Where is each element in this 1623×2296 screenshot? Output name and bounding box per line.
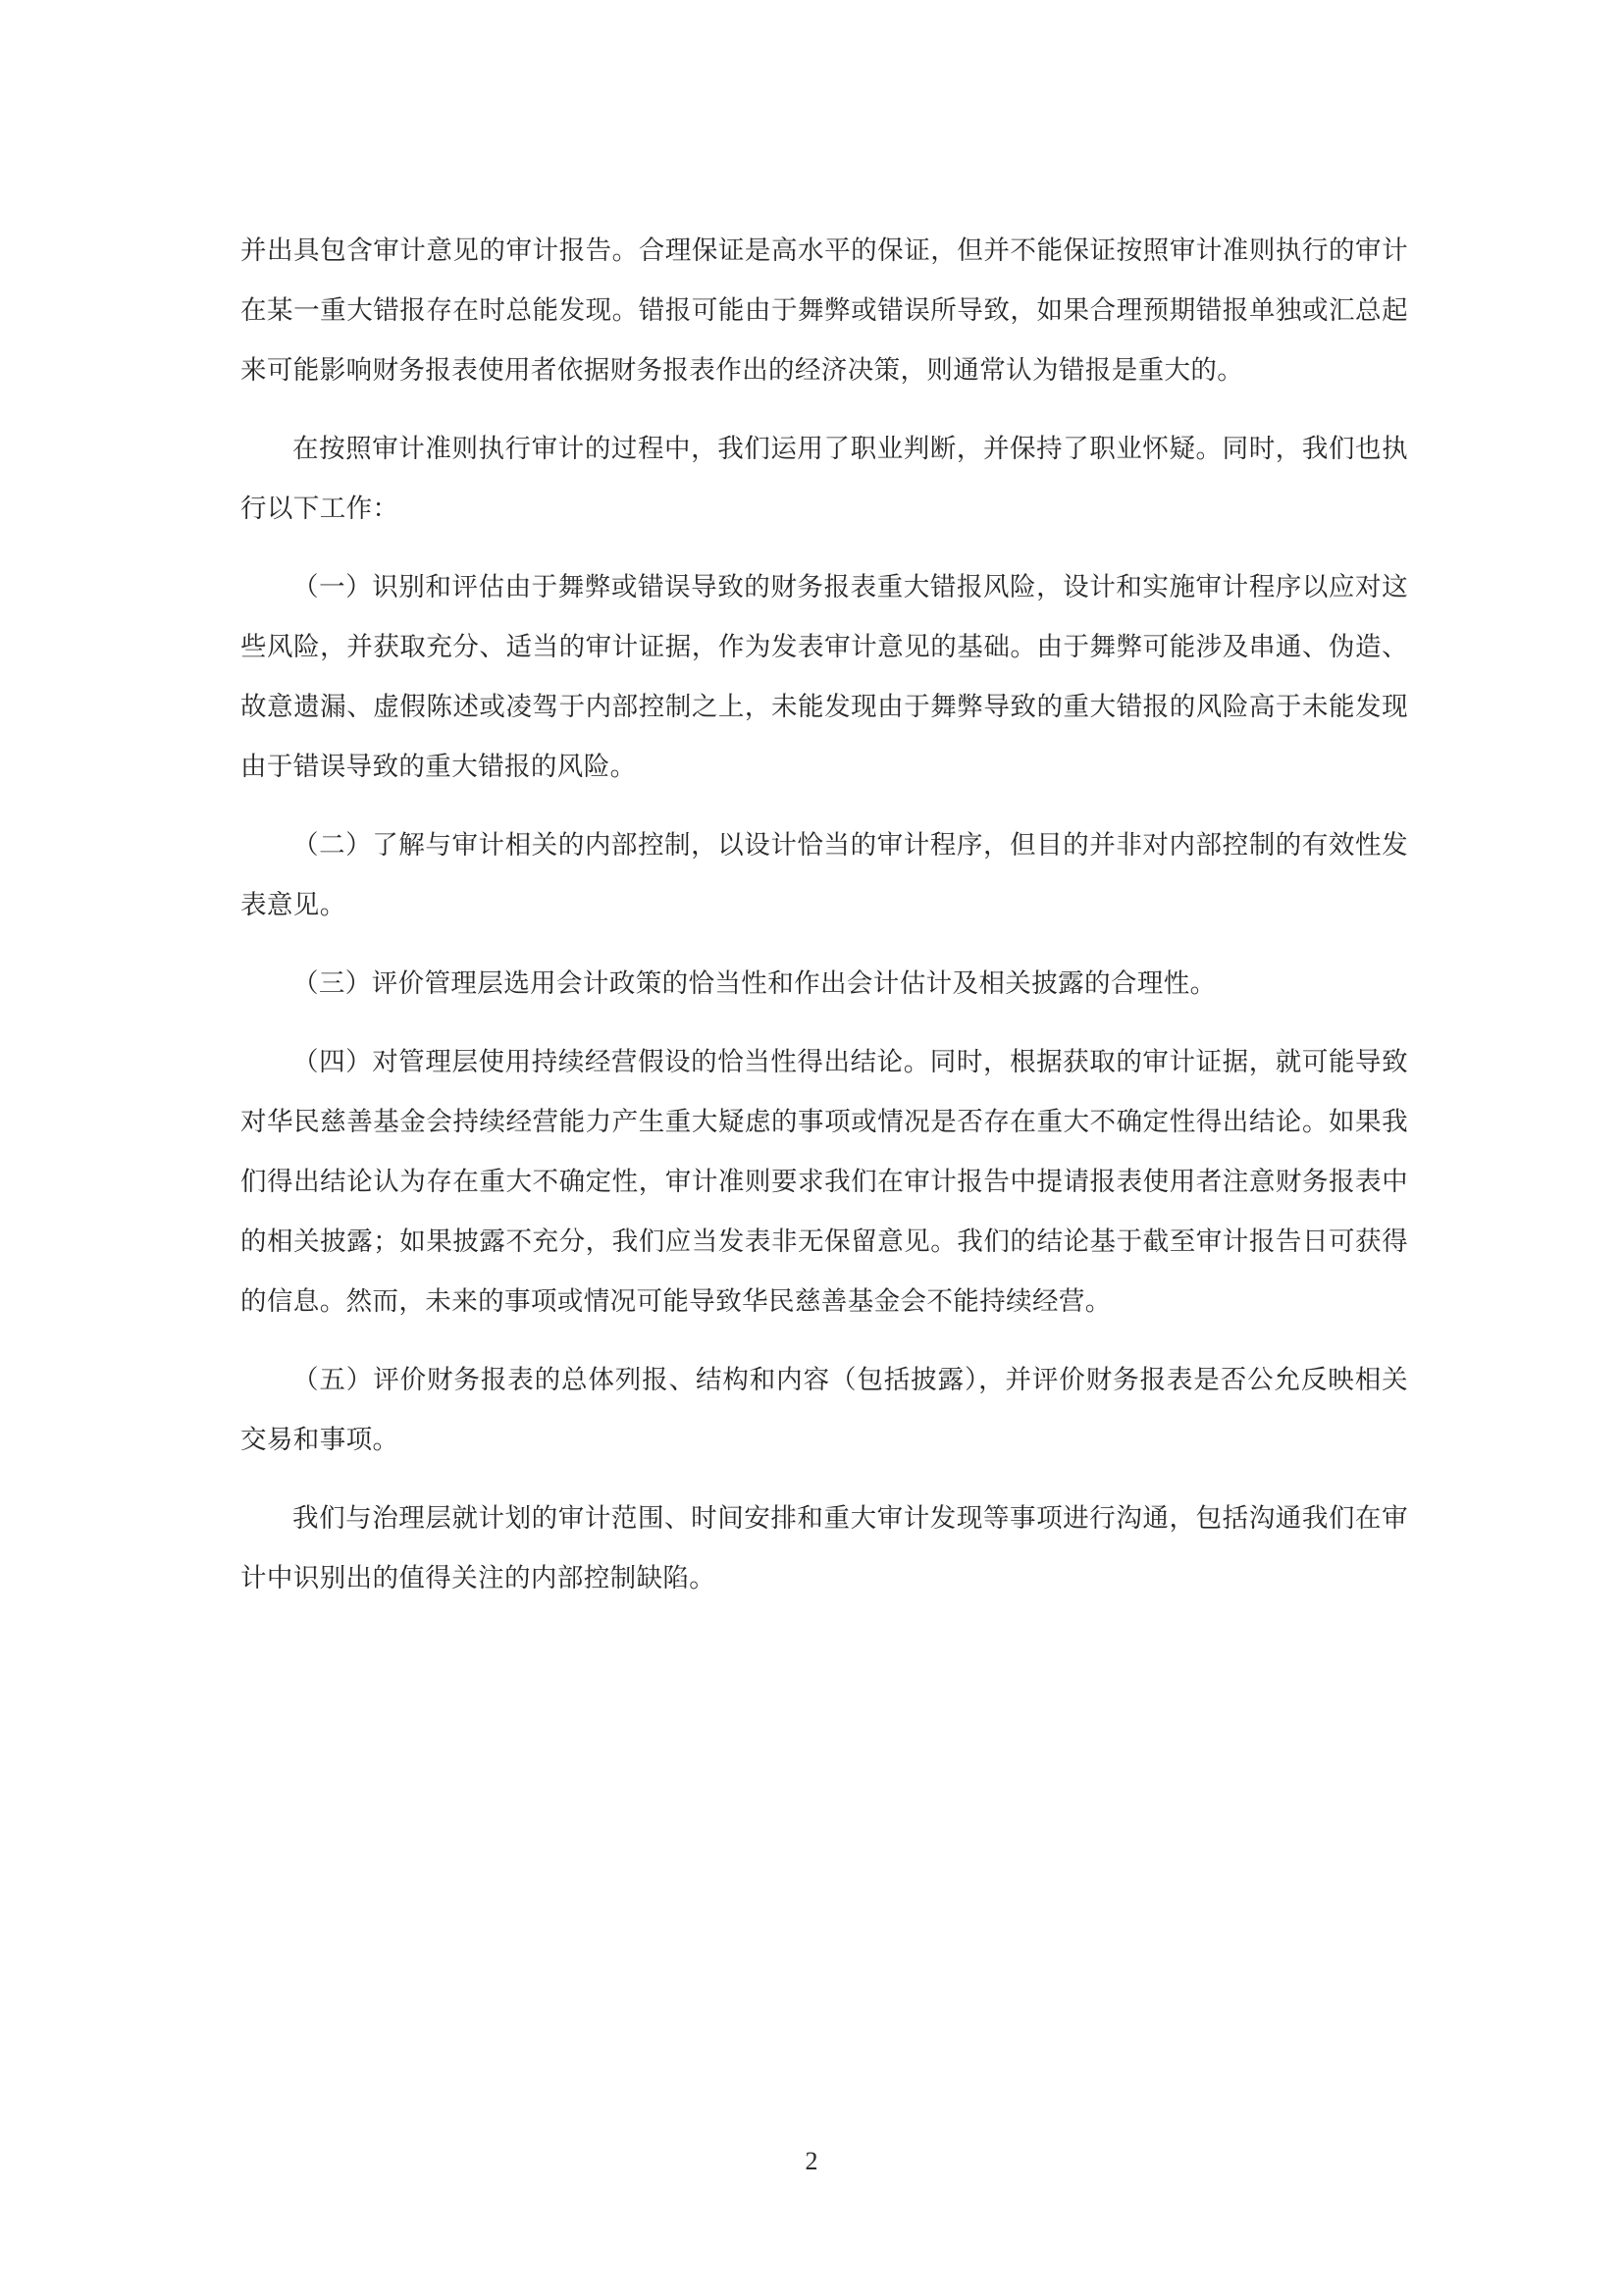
paragraph-item-3-accounting-policies: （三）评价管理层选用会计政策的恰当性和作出会计估计及相关披露的合理性。 [292, 968, 1217, 999]
paragraph-item-2-internal-control: （二）了解与审计相关的内部控制，以设计恰当的审计程序，但目的并非对内部控制的有效性发表意见。 [240, 830, 1408, 920]
paragraph-audit-assurance: 并出具包含审计意见的审计报告。合理保证是高水平的保证，但并不能保证按照审计准则执行的审计在某一重大错报存在时总能发现。错报可能由于舞弊或错误所导致，如果合理预期错报单独或汇总起来可能影响财务报表使用者依据财务报表作出的经济决策，则通常认为错报是重大的。 [240, 235, 1408, 386]
paragraph-item-4-going-concern: （四）对管理层使用持续经营假设的恰当性得出结论。同时，根据获取的审计证据，就可能导致对华民慈善基金会持续经营能力产生重大疑虑的事项或情况是否存在重大不确定性得出结论。如果我们得出结论认为存在重大不确定性，审计准则要求我们在审计报告中提请报表使用者注意财务报表中的相关披露；如果披露不充分，我们应当发表非无保留意见。我们的结论基于截至审计报告日可获得的信息。然而，未来的事项或情况可能导致华民慈善基金会不能持续经营。 [240, 1047, 1408, 1317]
page-number: 2 [805, 2147, 818, 2175]
paragraph-professional-judgment: 在按照审计准则执行审计的过程中，我们运用了职业判断，并保持了职业怀疑。同时，我们也执行以下工作： [240, 434, 1408, 524]
paragraph-governance-communication: 我们与治理层就计划的审计范围、时间安排和重大审计发现等事项进行沟通，包括沟通我们在审计中识别出的值得关注的内部控制缺陷。 [240, 1503, 1408, 1593]
document-body [240, 221, 1408, 1627]
paragraph-item-1-risk-assessment: （一）识别和评估由于舞弊或错误导致的财务报表重大错报风险，设计和实施审计程序以应对这些风险，并获取充分、适当的审计证据，作为发表审计意见的基础。由于舞弊可能涉及串通、伪造、故意遗漏、虚假陈述或凌驾于内部控制之上，未能发现由于舞弊导致的重大错报的风险高于未能发现由于错误导致的重大错报的风险。 [240, 572, 1408, 782]
paragraph-item-5-presentation: （五）评价财务报表的总体列报、结构和内容（包括披露），并评价财务报表是否公允反映相关交易和事项。 [240, 1365, 1408, 1455]
